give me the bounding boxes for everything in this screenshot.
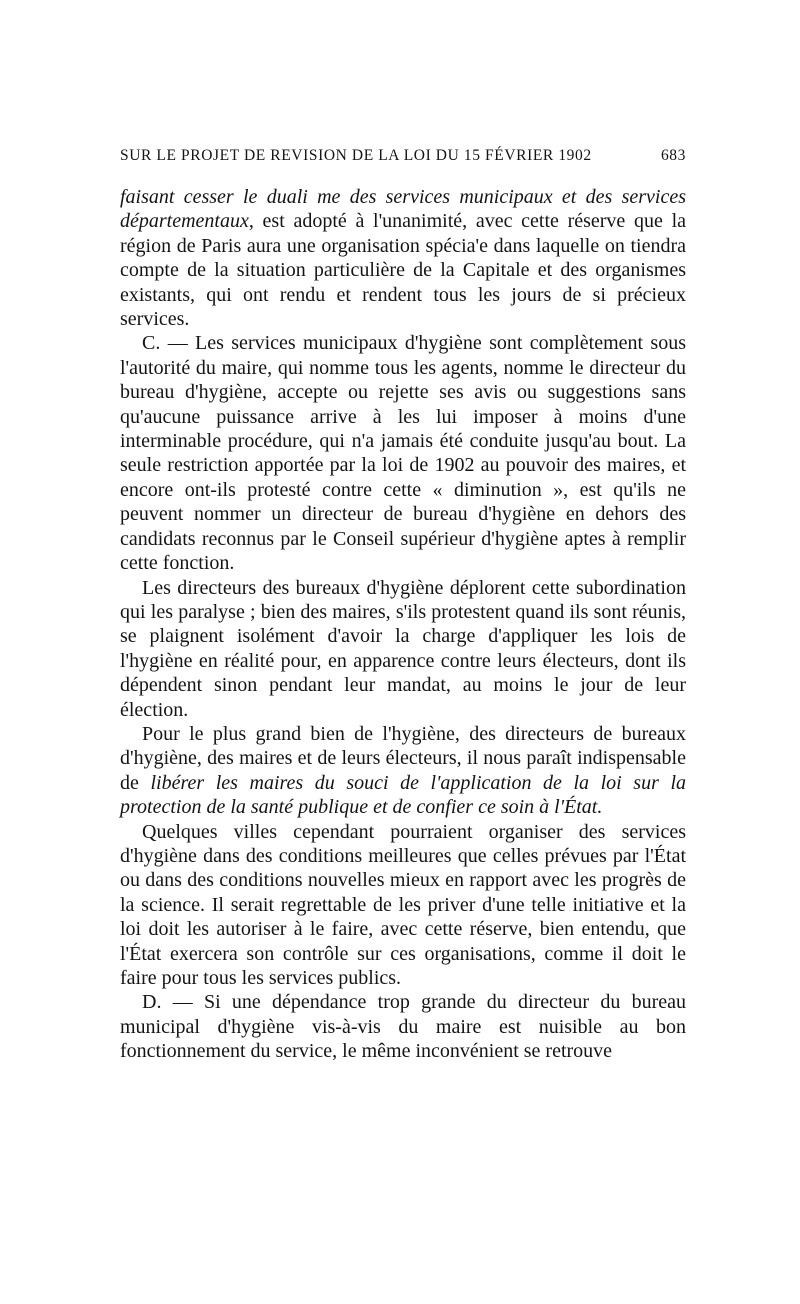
running-header (120, 143, 686, 169)
paragraph-2: C. — Les services municipaux d'hygiène sont complètement sous l'autorité du maire, qui nomme tous les agents, nomme le directeur du bureau d'hygiène, accepte ou rejette ses avis ou suggestions sans qu'aucune puissance arrive à les lui imposer à moins d'une interminable procédure, qui n'a jamais été conduite jusqu'au bout. La seule restriction apportée par la loi de 1902 au pouvoir des maires, et encore ont-ils protesté contre cette « diminution », est qu'ils ne peuvent nommer un directeur de bureau d'hygiène en dehors des candidats reconnus par le Conseil supérieur d'hygiène aptes à remplir cette fonction. (120, 332, 686, 575)
paragraph-4-italic: libérer les maires du souci de l'application de la loi sur la protection de la santé publique et de confier ce soin à l'État. (120, 771, 686, 819)
running-title: SUR LE PROJET DE REVISION DE LA LOI DU 15 FÉVRIER 1902 (120, 147, 592, 164)
paragraph-5: Quelques villes cependant pourraient organiser des services d'hygiène dans des conditions meilleures que celles prévues par l'État ou dans des conditions nouvelles mieux en rapport avec les progrès de la science. Il serait regrettable de les priver d'une telle initiative et la loi doit les autoriser à le faire, avec cette réserve, bien entendu, que l'État exercera son contrôle sur ces organisations, comme il doit le faire pour tous les services publics. (120, 820, 686, 989)
paragraph-4 (120, 722, 686, 820)
paragraph-1-italic: faisant cesser le duali me des services municipaux et des services départementaux (120, 186, 686, 233)
paragraph-1 (120, 185, 686, 331)
paragraph-6: D. — Si une dépendance trop grande du directeur du bureau municipal d'hygiène vis-à-vis du maire est nuisible au bon fonctionnement du service, le même inconvénient se retrouve (120, 991, 686, 1063)
page-number: 683 (660, 147, 686, 164)
paragraph-3: Les directeurs des bureaux d'hygiène déplorent cette subordination qui les paralyse ; bien des maires, s'ils protestent quand ils sont réunis, se plaignent isolément d'avoir la charge d'appliquer les lois de l'hygiène en réalité pour, en apparence contre leurs électeurs, dont ils dépendent sinon pendant leur mandat, au moins le jour de leur élection. (120, 576, 686, 721)
body-text (120, 185, 686, 1064)
paragraph-4-text: Pour le plus grand bien de l'hygiène, des directeurs de bureaux d'hygiène, des maires et de leurs électeurs, il nous paraît indispensable de (120, 722, 686, 794)
paragraph-1-text: , est adopté à l'unanimité, avec cette réserve que la région de Paris aura une organisation spécia'e dans laquelle on tiendra compte de la situation particulière de la Capitale et des organismes existants, qui ont rendu et rendent tous les jours de si précieux services. (120, 210, 686, 331)
book-page (120, 143, 686, 1064)
